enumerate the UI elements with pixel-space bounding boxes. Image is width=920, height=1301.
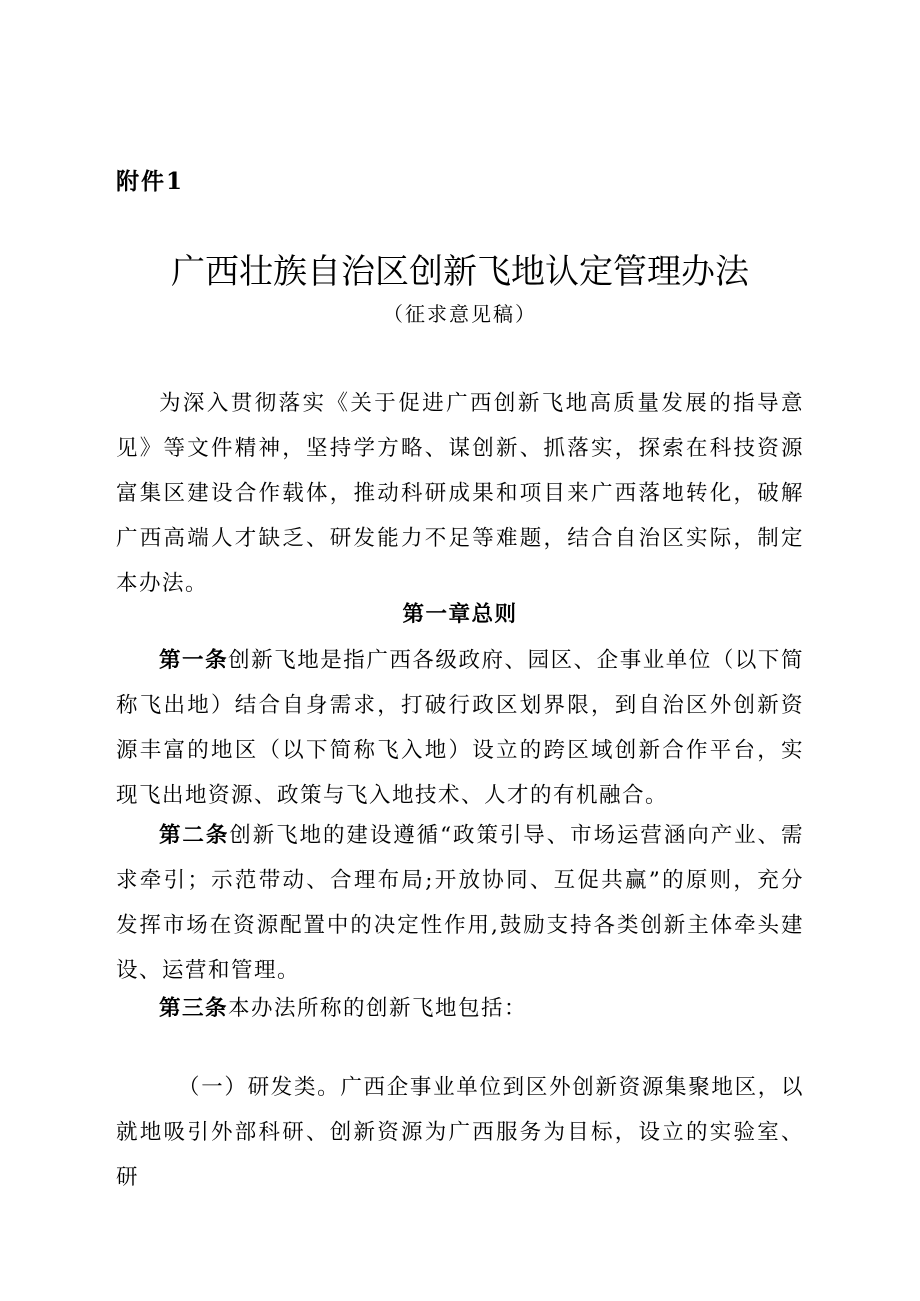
intro-paragraph: 为深入贯彻落实《关于促进广西创新飞地高质量发展的指导意见》等文件精神，坚持学方略、谋创新、抓落实，探索在科技资源富集区建设合作载体，推动科研成果和项目来广西落地转化，破解广西高端人才缺乏、研发能力不足等难题，结合自治区实际，制定本办法。 bbox=[116, 391, 804, 596]
article-1-paragraph bbox=[116, 638, 804, 818]
article-1-text: 创新飞地是指广西各级政府、园区、企事业单位（以下简称飞出地）结合自身需求，打破行政区划界限，到自治区外创新资源丰富的地区（以下简称飞入地）设立的跨区域创新合作平台，实现飞出地资源、政策与飞入地技术、人才的有机融合。 bbox=[116, 648, 804, 808]
article-3-label: 第三条 bbox=[159, 996, 229, 1021]
chapter-heading: 第一章总则 bbox=[402, 602, 518, 627]
item-1-paragraph: （一）研发类。广西企事业单位到区外创新资源集聚地区，以就地吸引外部科研、创新资源为广西服务为目标，设立的实验室、研 bbox=[116, 1075, 804, 1190]
article-2-label: 第二条 bbox=[159, 823, 230, 848]
attachment-label: 附件1 bbox=[116, 168, 185, 195]
article-2-text: 创新飞地的建设遵循“政策引导、市场运营涵向产业、需求牵引；示范带动、合理布局;开放协同、互促共赢”的原则，充分发挥市场在资源配置中的决定性作用,鼓励支持各类创新主体牵头建设、运营和管理。 bbox=[116, 823, 804, 983]
document-subtitle: （征求意见稿） bbox=[383, 302, 537, 326]
article-3-text: 本办法所称的创新飞地包括： bbox=[228, 996, 528, 1021]
article-3-paragraph bbox=[116, 986, 804, 1031]
document-title: 广西壮族自治区创新飞地认定管理办法 bbox=[171, 252, 749, 292]
article-2-paragraph bbox=[116, 813, 804, 993]
article-1-label: 第一条 bbox=[159, 648, 229, 673]
